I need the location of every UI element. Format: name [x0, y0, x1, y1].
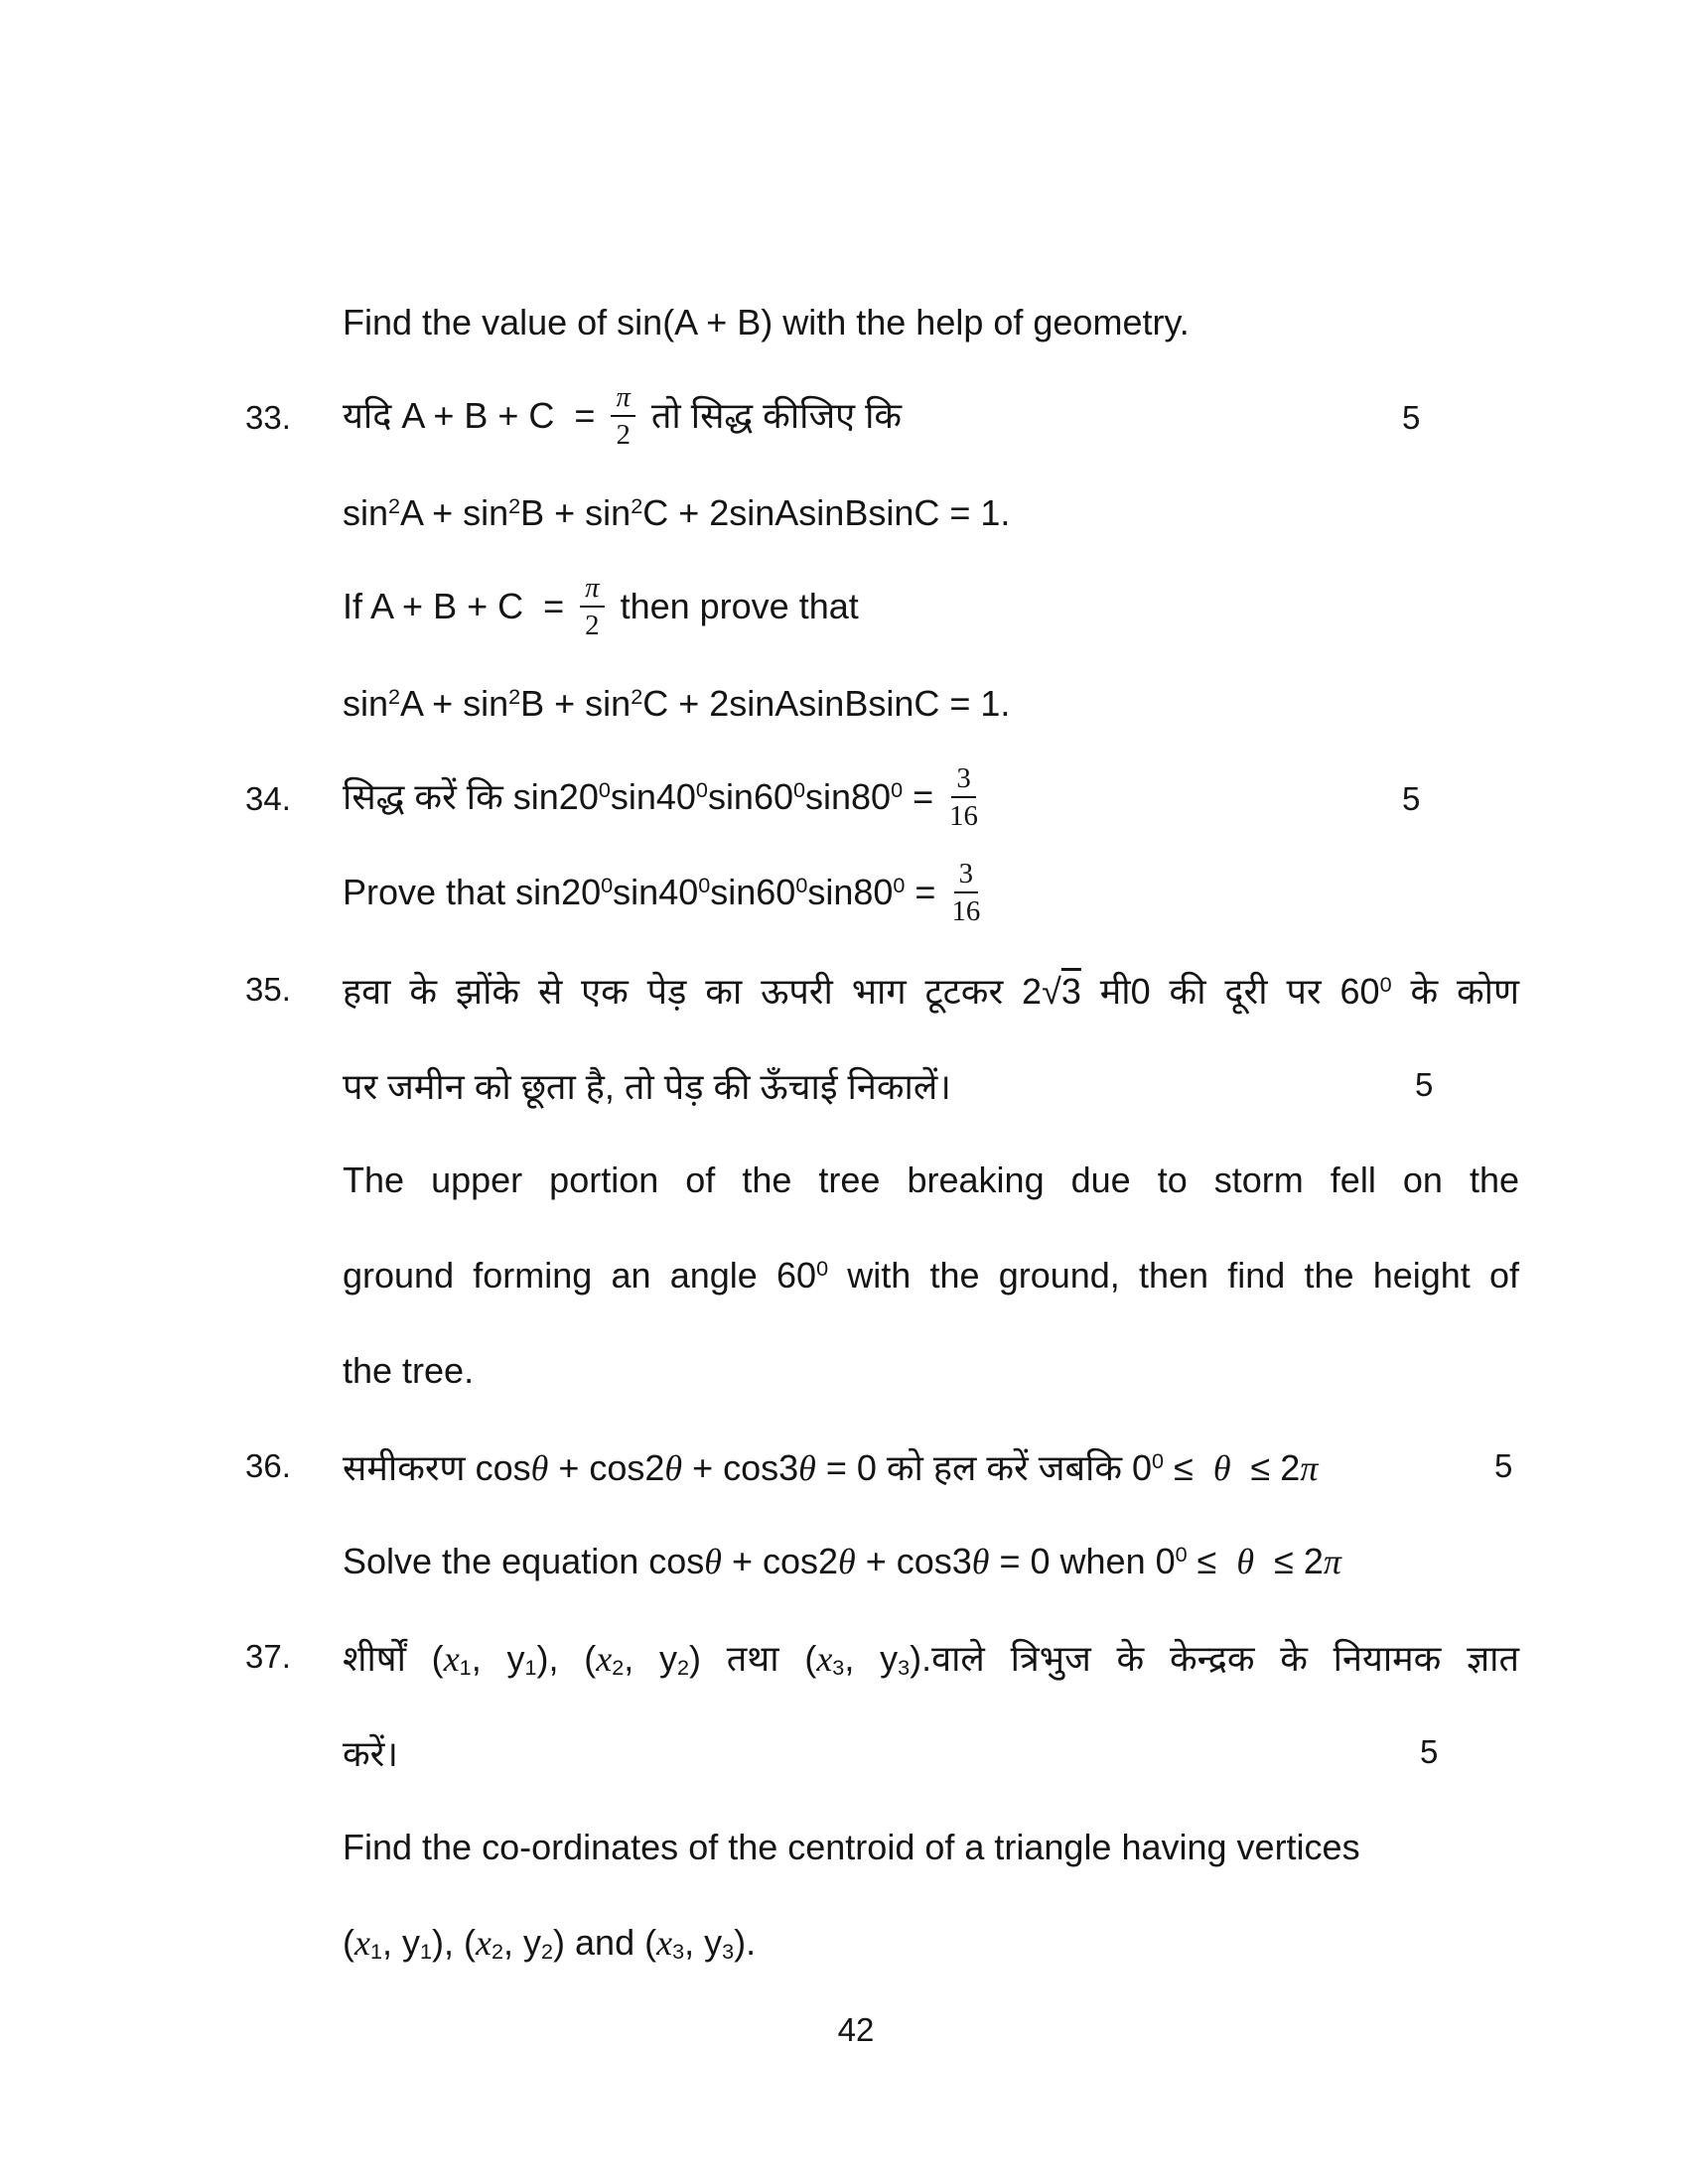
q33-formula-text — [343, 492, 1010, 534]
fraction-numerator: 3 — [954, 859, 978, 893]
line-q36-hindi — [0, 1419, 1688, 1514]
math-variable: θ — [1236, 1542, 1255, 1581]
line-q35-english-3 — [0, 1323, 1688, 1419]
math-variable: x — [596, 1638, 613, 1679]
math-variable: θ — [704, 1542, 722, 1581]
math-variable: x — [656, 1923, 673, 1963]
superscript: 2 — [508, 684, 521, 710]
q32-english-text — [343, 302, 1190, 343]
text-run: The upper portion of the tree breaking due to storm fell on the — [343, 1160, 1519, 1200]
text-run: with the ground, then find the height of — [828, 1255, 1519, 1296]
text-run: + cos2 — [721, 1541, 839, 1581]
subscript: 3 — [898, 1654, 911, 1680]
text-run: the tree. — [343, 1350, 475, 1391]
page-footer — [0, 1990, 1688, 2070]
line-q35-hindi-2 — [0, 1037, 1688, 1133]
line-q33-formula-english — [0, 656, 1688, 751]
text-run: + cos3 — [682, 1446, 799, 1488]
line-q35-english-2 — [0, 1228, 1688, 1323]
superscript: 2 — [508, 493, 521, 519]
text-run: sin — [343, 492, 389, 533]
question-number-37: 37. — [245, 1638, 291, 1675]
fraction — [949, 763, 978, 831]
text-run: ) and ( — [553, 1922, 657, 1963]
text-run: यदि A + B + C = — [343, 394, 606, 436]
question-number-34: 34. — [245, 780, 291, 817]
subscript: 3 — [832, 1654, 845, 1680]
text-run: sin60 — [707, 775, 793, 817]
superscript: 0 — [891, 776, 904, 802]
q35-english-text-1 — [343, 1160, 1519, 1201]
q34-english-text — [343, 857, 986, 928]
text-run: If A + B + C = — [343, 585, 575, 626]
q35-hindi-text-2 — [343, 1061, 951, 1110]
text-run: हवा के झोंके से एक पेड़ का ऊपरी भाग टूटकर 2 — [343, 970, 1043, 1012]
text-run: पर जमीन को छूता है, तो पेड़ की ऊँचाई निकालें। — [343, 1065, 951, 1107]
math-variable: θ — [664, 1447, 683, 1488]
text-run: ground forming an angle 60 — [343, 1255, 817, 1296]
text-run: ≤ 2 — [1230, 1446, 1301, 1488]
superscript: 2 — [631, 493, 643, 519]
subscript: 3 — [722, 1939, 735, 1965]
text-run: ≤ 2 — [1254, 1541, 1324, 1581]
text-run: Solve the equation cos — [343, 1541, 705, 1581]
q37-english-text-2 — [343, 1922, 756, 1964]
subscript: 2 — [676, 1654, 689, 1680]
q33-hindi-text — [343, 380, 903, 452]
line-q33-hindi — [0, 370, 1688, 466]
superscript: 0 — [893, 872, 906, 897]
text-run: ).वाले त्रिभुज के केन्द्रक के नियामक ज्ञात — [910, 1637, 1519, 1679]
q34-marks: 5 — [1402, 780, 1421, 817]
text-run: , y — [684, 1922, 723, 1963]
text-run: + cos3 — [855, 1541, 972, 1581]
text-run: शीर्षों ( — [343, 1637, 444, 1679]
math-variable: x — [816, 1638, 833, 1679]
line-q35-english-1 — [0, 1133, 1688, 1228]
math-variable: θ — [798, 1447, 816, 1488]
text-run: , y — [844, 1637, 899, 1679]
subscript: 2 — [541, 1939, 554, 1965]
q37-hindi-text-2 — [343, 1728, 398, 1777]
text-run: sin40 — [610, 775, 696, 817]
math-variable: θ — [838, 1542, 856, 1581]
q33-marks: 5 — [1402, 399, 1421, 436]
math-variable: θ — [971, 1542, 990, 1581]
text-run: , y — [471, 1637, 525, 1679]
text-run: , y — [503, 1922, 542, 1963]
text-run: , y — [624, 1637, 677, 1679]
q35-hindi-text-1 — [343, 966, 1519, 1015]
subscript: 1 — [369, 1939, 382, 1965]
superscript: 0 — [1152, 1447, 1165, 1473]
text-run: A + sin — [400, 492, 509, 533]
superscript: 0 — [598, 776, 611, 802]
line-q37-english-2 — [0, 1895, 1688, 1990]
math-variable: θ — [530, 1447, 549, 1488]
text-run: sin60 — [710, 871, 796, 912]
subscript: 1 — [524, 1654, 537, 1680]
fraction — [580, 573, 604, 640]
line-q36-english — [0, 1514, 1688, 1609]
math-variable: π — [1323, 1542, 1341, 1581]
text-run: C + 2sinAsinBsinC = 1. — [642, 683, 1011, 724]
text-run: समीकरण cos — [343, 1446, 531, 1488]
text-run: Prove that sin20 — [343, 871, 602, 912]
text-run: = — [903, 775, 944, 817]
text-run: ) तथा ( — [688, 1637, 817, 1679]
text-run: ). — [734, 1922, 757, 1963]
text-run: Find the co-ordinates of the centroid of a triangle having vertices — [343, 1827, 1360, 1867]
text-run: , y — [382, 1922, 421, 1963]
q36-english-text — [343, 1541, 1341, 1582]
superscript: 0 — [795, 872, 808, 897]
text-run: = 0 को हल करें जबकि 0 — [815, 1446, 1153, 1488]
text-run: करें। — [343, 1732, 399, 1774]
line-q33-english — [0, 561, 1688, 656]
math-variable: x — [476, 1923, 492, 1963]
q34-hindi-text — [343, 761, 984, 833]
line-q32-english-tail — [0, 275, 1688, 370]
line-q34-english — [0, 847, 1688, 942]
line-q37-hindi-1 — [0, 1609, 1688, 1705]
text-run: ≤ — [1164, 1446, 1213, 1488]
text-run: = — [905, 871, 946, 912]
fraction-denominator: 2 — [616, 419, 631, 451]
text-run: sin80 — [807, 871, 894, 912]
superscript: 0 — [1175, 1542, 1188, 1568]
subscript: 1 — [420, 1939, 433, 1965]
page-number: 42 — [837, 2011, 875, 2048]
fraction-denominator: 16 — [949, 800, 978, 832]
math-variable: θ — [1212, 1447, 1231, 1488]
text-run: ), ( — [432, 1922, 477, 1963]
superscript: 0 — [601, 872, 614, 897]
text-run: + cos2 — [548, 1446, 665, 1488]
subscript: 2 — [612, 1654, 625, 1680]
superscript: 0 — [793, 776, 806, 802]
q37-hindi-text-1 — [343, 1633, 1519, 1682]
q36-marks: 5 — [1494, 1447, 1513, 1484]
subscript: 1 — [459, 1654, 472, 1680]
line-q35-hindi-1 — [0, 942, 1688, 1037]
text-run: के कोण — [1391, 970, 1520, 1012]
question-number-33: 33. — [245, 399, 291, 436]
q36-hindi-text — [343, 1442, 1318, 1491]
text-run: तो सिद्ध कीजिए कि — [640, 394, 903, 436]
fraction-numerator: π — [580, 573, 604, 608]
line-q37-hindi-2 — [0, 1705, 1688, 1800]
fraction-denominator: 16 — [951, 895, 981, 927]
superscript: 2 — [388, 684, 401, 710]
superscript: 2 — [631, 684, 643, 710]
line-q34-hindi — [0, 751, 1688, 847]
superscript: 0 — [695, 776, 708, 802]
superscript: 0 — [1379, 971, 1392, 997]
fraction-denominator: 2 — [585, 610, 600, 641]
fraction-numerator: π — [611, 382, 634, 417]
text-run: = 0 when 0 — [989, 1541, 1176, 1581]
math-variable: π — [1300, 1447, 1319, 1488]
superscript: 0 — [698, 872, 711, 897]
fraction — [951, 859, 980, 926]
q33-formula-english-text — [343, 683, 1010, 725]
text-run: Find the value of sin(A + B) with the help of geometry. — [343, 302, 1190, 342]
superscript: 2 — [388, 493, 401, 519]
math-variable: x — [354, 1923, 370, 1963]
text-run: sin40 — [613, 871, 699, 912]
text-run: ), ( — [536, 1637, 597, 1679]
math-variable: x — [443, 1638, 460, 1679]
text-run: A + sin — [400, 683, 509, 724]
q35-english-text-3 — [343, 1350, 474, 1392]
text-run: B + sin — [520, 492, 632, 533]
text-run: ≤ — [1187, 1541, 1237, 1581]
q33-english-text — [343, 571, 859, 642]
q37-english-text-1 — [343, 1827, 1360, 1868]
text-run: C + 2sinAsinBsinC = 1. — [642, 492, 1011, 533]
question-number-36: 36. — [245, 1447, 291, 1484]
fraction — [611, 382, 634, 450]
q37-marks: 5 — [1420, 1733, 1439, 1770]
q35-marks: 5 — [1415, 1066, 1434, 1103]
text-run: sin80 — [805, 775, 892, 817]
text-run: then prove that — [610, 585, 859, 626]
superscript: 0 — [816, 1256, 829, 1282]
question-number-35: 35. — [245, 971, 291, 1008]
fraction-numerator: 3 — [951, 763, 975, 798]
text-run: ( — [343, 1922, 354, 1963]
line-q37-english-1 — [0, 1800, 1688, 1895]
radical-argument: 3 — [1060, 970, 1081, 1012]
subscript: 2 — [492, 1939, 504, 1965]
line-q33-formula-hindi — [0, 466, 1688, 561]
radical-sign: √ — [1042, 970, 1061, 1012]
subscript: 3 — [672, 1939, 685, 1965]
text-run: B + sin — [520, 683, 632, 724]
text-run: सिद्ध करें कि sin20 — [343, 775, 599, 817]
text-run: sin — [343, 683, 389, 724]
radical — [1042, 971, 1081, 1012]
text-run: मी0 की दूरी पर 60 — [1080, 970, 1380, 1012]
q35-english-text-2 — [343, 1255, 1519, 1297]
